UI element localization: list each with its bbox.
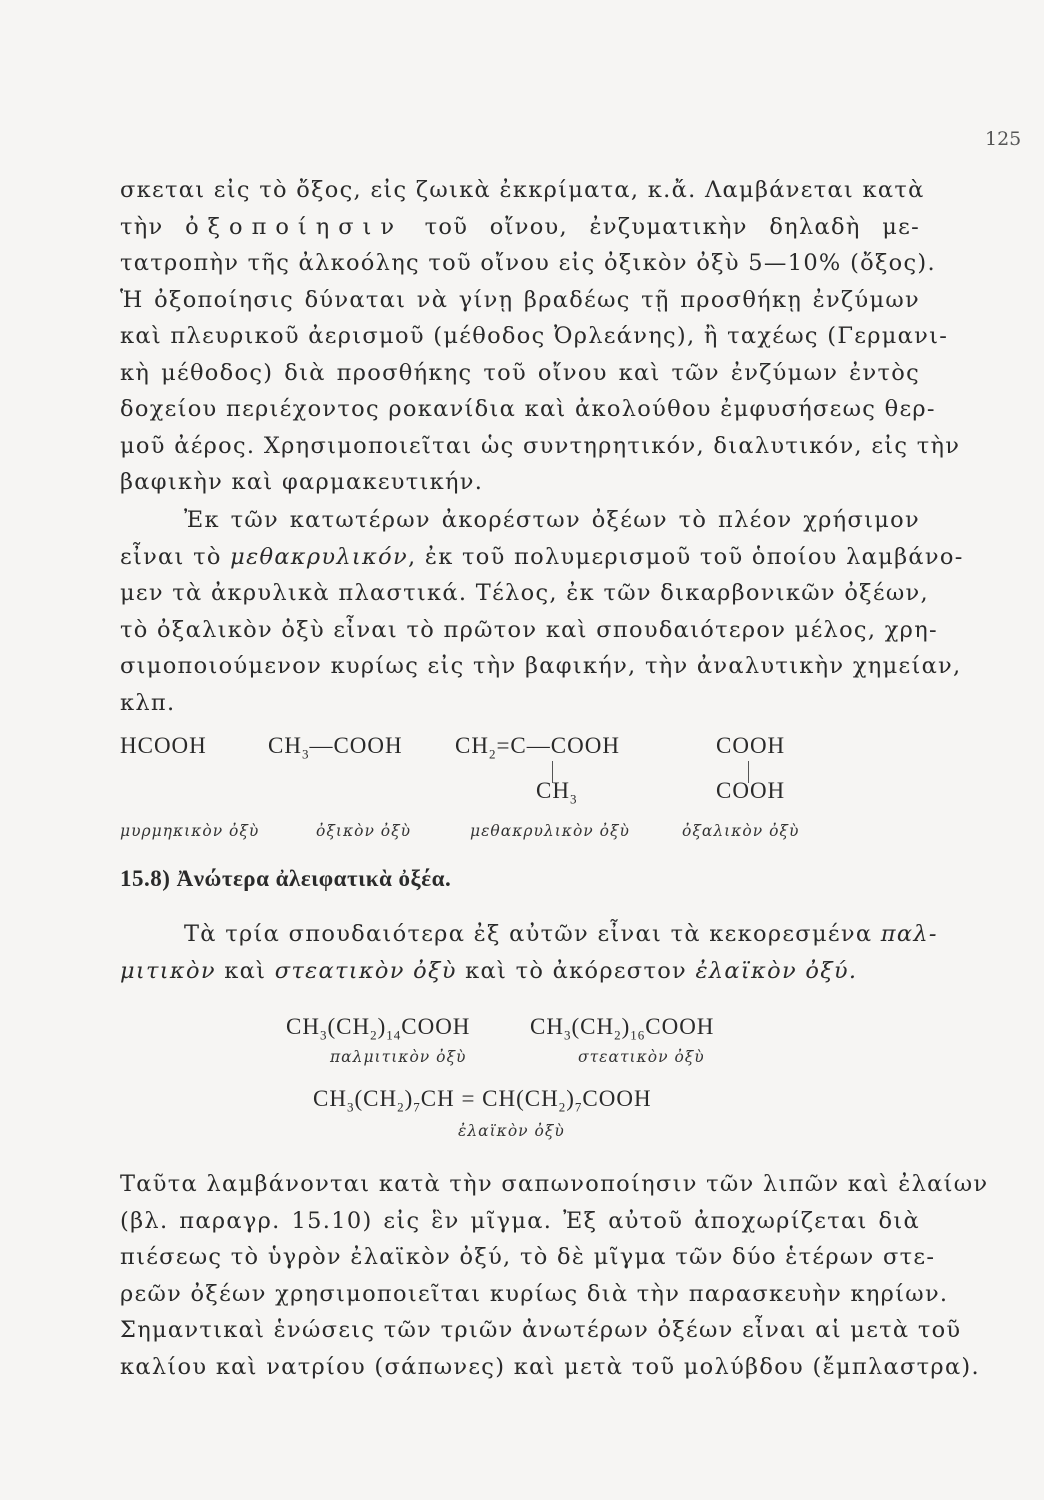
text-line: κλπ. <box>120 689 176 716</box>
formula-acetic-acid: $CH_3—COOH$ <box>268 733 403 762</box>
paragraph-acetic-acid <box>120 172 961 501</box>
text-fragment: καὶ <box>224 957 267 984</box>
text-line: Ἐκ τῶν κατωτέρων ἀκορέστων ὀξέων τὸ πλέον χρήσιμον <box>184 507 920 533</box>
formula-methyl-branch: $CH_3$ <box>536 778 578 807</box>
spaced-term: ὀξοποίησιν <box>185 213 404 240</box>
formula-stearic-acid: $CH_3(CH_2)_{16}COOH$ <box>530 1014 715 1043</box>
text-line: τὸ ὀξαλικὸν ὀξὺ εἶναι τὸ πρῶτον καὶ σπουδαιότερον μέλος, χρη- <box>120 616 938 643</box>
italic-term: μεθακρυλικόν <box>230 543 408 570</box>
text-line: Ἡ ὀξοποίησις δύναται νὰ γίνῃ βραδέως τῇ προσθήκῃ ἐνζύμων <box>120 286 920 313</box>
text-line: ρεῶν ὀξέων χρησιμοποιεῖται κυρίως διὰ τὴν παρασκευὴν κηρίων. <box>120 1280 949 1307</box>
text-fragment: τὴν <box>120 213 164 240</box>
text-line: μοῦ ἀέρος. Χρησιμοποιεῖται ὡς συντηρητικόν, διαλυτικόν, εἰς τὴν <box>120 432 961 459</box>
text-line <box>120 209 920 246</box>
label-acetic-acid: ὀξικὸν ὀξὺ <box>316 822 412 840</box>
label-formic-acid: μυρμηκικὸν ὀξὺ <box>120 822 260 840</box>
paragraph-higher-acids <box>120 916 938 989</box>
text-fragment: Τὰ τρία σπουδαιότερα ἐξ αὐτῶν εἶναι τὰ κεκορεσμένα <box>184 921 873 947</box>
text-fragment: εἶναι τὸ <box>120 543 222 570</box>
label-palmitic-acid: παλμιτικὸν ὀξὺ <box>330 1048 467 1066</box>
text-fragment: , ἐκ τοῦ πολυμερισμοῦ τοῦ ὁποίου λαμβάνο- <box>407 543 964 570</box>
text-line: κὴ μέθοδος) διὰ προσθήκης τοῦ οἴνου καὶ τῶν ἐνζύμων ἐντὸς <box>120 359 920 386</box>
paragraph-saponification <box>120 1166 989 1385</box>
italic-term: παλ- <box>880 921 938 947</box>
label-methacrylic-acid: μεθακρυλικὸν ὀξὺ <box>470 822 630 840</box>
formula-methacrylic-acid: $CH_2=C—COOH$ <box>455 733 620 762</box>
text-line: καὶ πλευρικοῦ ἀερισμοῦ (μέθοδος Ὀρλεάνης), ἢ ταχέως (Γερμανι- <box>120 323 949 349</box>
label-oleic-acid: ἐλαϊκὸν ὀξὺ <box>458 1122 565 1140</box>
italic-term: ἐλαϊκὸν ὀξύ. <box>695 957 858 984</box>
formula-formic-acid: HCOOH <box>120 733 207 758</box>
text-line <box>120 916 938 953</box>
text-line: τατροπὴν τῆς ἀλκοόλης τοῦ οἴνου εἰς ὀξικὸν ὀξὺ 5—10% (ὄξος). <box>120 250 936 276</box>
formula-oxalic-bottom: COOH <box>716 778 786 803</box>
text-line: μεν τὰ ἀκρυλικὰ πλαστικά. Τέλος, ἐκ τῶν δικαρβονικῶν ὀξέων, <box>120 580 929 606</box>
italic-term: μιτικὸν <box>120 957 216 984</box>
paragraph-unsaturated-acids <box>120 502 964 721</box>
text-line: δοχείου περιέχοντος ροκανίδια καὶ ἀκολούθου ἐμφυσήσεως θερ- <box>120 396 936 422</box>
label-oxalic-acid: ὀξαλικὸν ὀξὺ <box>682 822 800 840</box>
text-line: Σημαντικαὶ ἑνώσεις τῶν τριῶν ἀνωτέρων ὀξέων εἶναι αἱ μετὰ τοῦ <box>120 1317 962 1343</box>
section-heading: 15.8) Ἀνώτερα ἀλειφατικὰ ὀξέα. <box>120 866 452 891</box>
page-number: 125 <box>985 128 1022 150</box>
text-fragment: τοῦ οἴνου, ἐνζυματικὴν δηλαδὴ με- <box>424 213 920 240</box>
text-line: σιμοποιούμενον κυρίως εἰς τὴν βαφικήν, τὴν ἀναλυτικὴν χημείαν, <box>120 653 962 679</box>
formula-oxalic-top: COOH <box>716 733 786 758</box>
text-line <box>120 539 964 576</box>
text-line: σκεται εἰς τὸ ὄξος, εἰς ζωικὰ ἐκκρίματα, κ.ἄ. Λαμβάνεται κατὰ <box>120 177 925 203</box>
text-line: πιέσεως τὸ ὑγρὸν ἐλαϊκὸν ὀξύ, τὸ δὲ μῖγμα τῶν δύο ἑτέρων στε- <box>120 1244 936 1270</box>
formula-palmitic-acid: $CH_3(CH_2)_{14}COOH$ <box>286 1014 471 1043</box>
text-line <box>120 953 920 990</box>
italic-term: στεατικὸν ὀξὺ <box>274 957 457 984</box>
text-line: βαφικὴν καὶ φαρμακευτικήν. <box>120 469 484 495</box>
text-fragment: καὶ τὸ ἀκόρεστον <box>465 957 688 984</box>
text-line: Ταῦτα λαμβάνονται κατὰ τὴν σαπωνοποίησιν τῶν λιπῶν καὶ ἐλαίων <box>120 1171 989 1197</box>
formula-oleic-acid: $CH_3(CH_2)_7CH$ = $CH(CH_2)_7COOH$ <box>313 1086 652 1115</box>
text-line: καλίου καὶ νατρίου (σάπωνες) καὶ μετὰ τοῦ μολύβδου (ἔμπλαστρα). <box>120 1353 980 1380</box>
label-stearic-acid: στεατικὸν ὀξὺ <box>578 1048 705 1066</box>
text-line: (βλ. παραγρ. 15.10) εἰς ἓν μῖγμα. Ἐξ αὐτοῦ ἀποχωρίζεται διὰ <box>120 1207 920 1234</box>
